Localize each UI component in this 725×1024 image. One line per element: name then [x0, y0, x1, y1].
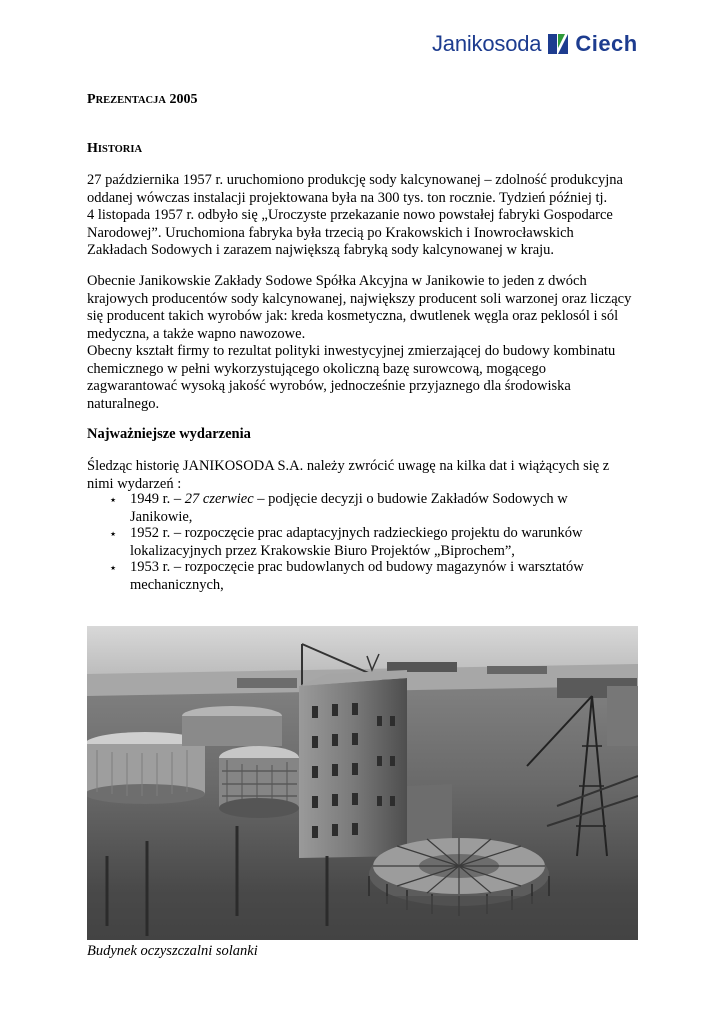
paragraph-intro: Śledząc historię JANIKOSODA S.A. należy zwrócić uwagę na kilka dat i wiążących się z nimi wydarzeń : [87, 458, 610, 492]
logo-brand: Ciech [575, 31, 638, 57]
photo-caption: Budynek oczyszczalni solanki [87, 943, 258, 959]
section-heading-events: Najważniejsze wydarzenia [87, 426, 251, 442]
ciech-logo-icon [547, 33, 569, 55]
paragraph-current: Obecnie Janikowskie Zakłady Sodowe Spółka Akcyjna w Janikowie to jeden z dwóch krajowych producentów sody kalcynowanej, największy producent soli warzonej oraz liczący się producent takich wyrobów jak: kreda kosmetyczna, dwutlenek węgla oraz peklosól i sól medyczna, a także wapno nawozowe. Obecny kształt firmy to rezultat polityki inwestycyjnej zmierzającej do budowy kombinatu chemicznego w pełni wykorzystującego okoliczną bazę surowcową, mogącego zagwarantować wysoką jakość wyrobów, jednocześnie przyjaznego dla środowiska naturalnego. [87, 273, 632, 412]
document-title: PREZENTACJA 2005 [87, 92, 198, 107]
paragraph-history: 27 października 1957 r. uruchomiono produkcję sody kalcynowanej – zdolność produkcyjna oddanej wówczas instalacji projektowana była na 300 tys. ton rocznie. Tydzień później tj. 4 listopada 1957 r. odbyło się „Uroczyste przekazanie nowo powstałej fabryki Gospodarce Narodowej”. Uruchomiona fabryka była trzecią po Krakowskich i Inowrocławskich Zakładach Sodowych i zarazem największą fabryką sody kalcynowanej w kraju. [87, 172, 623, 258]
company-logo [432, 31, 638, 57]
section-heading-historia: HISTORIA [87, 141, 143, 156]
star-bullet-icon: ⋆ [109, 560, 118, 575]
star-bullet-icon: ⋆ [109, 492, 118, 507]
construction-photo [87, 626, 638, 940]
logo-name: Janikosoda [432, 31, 542, 57]
star-bullet-icon: ⋆ [109, 526, 118, 541]
